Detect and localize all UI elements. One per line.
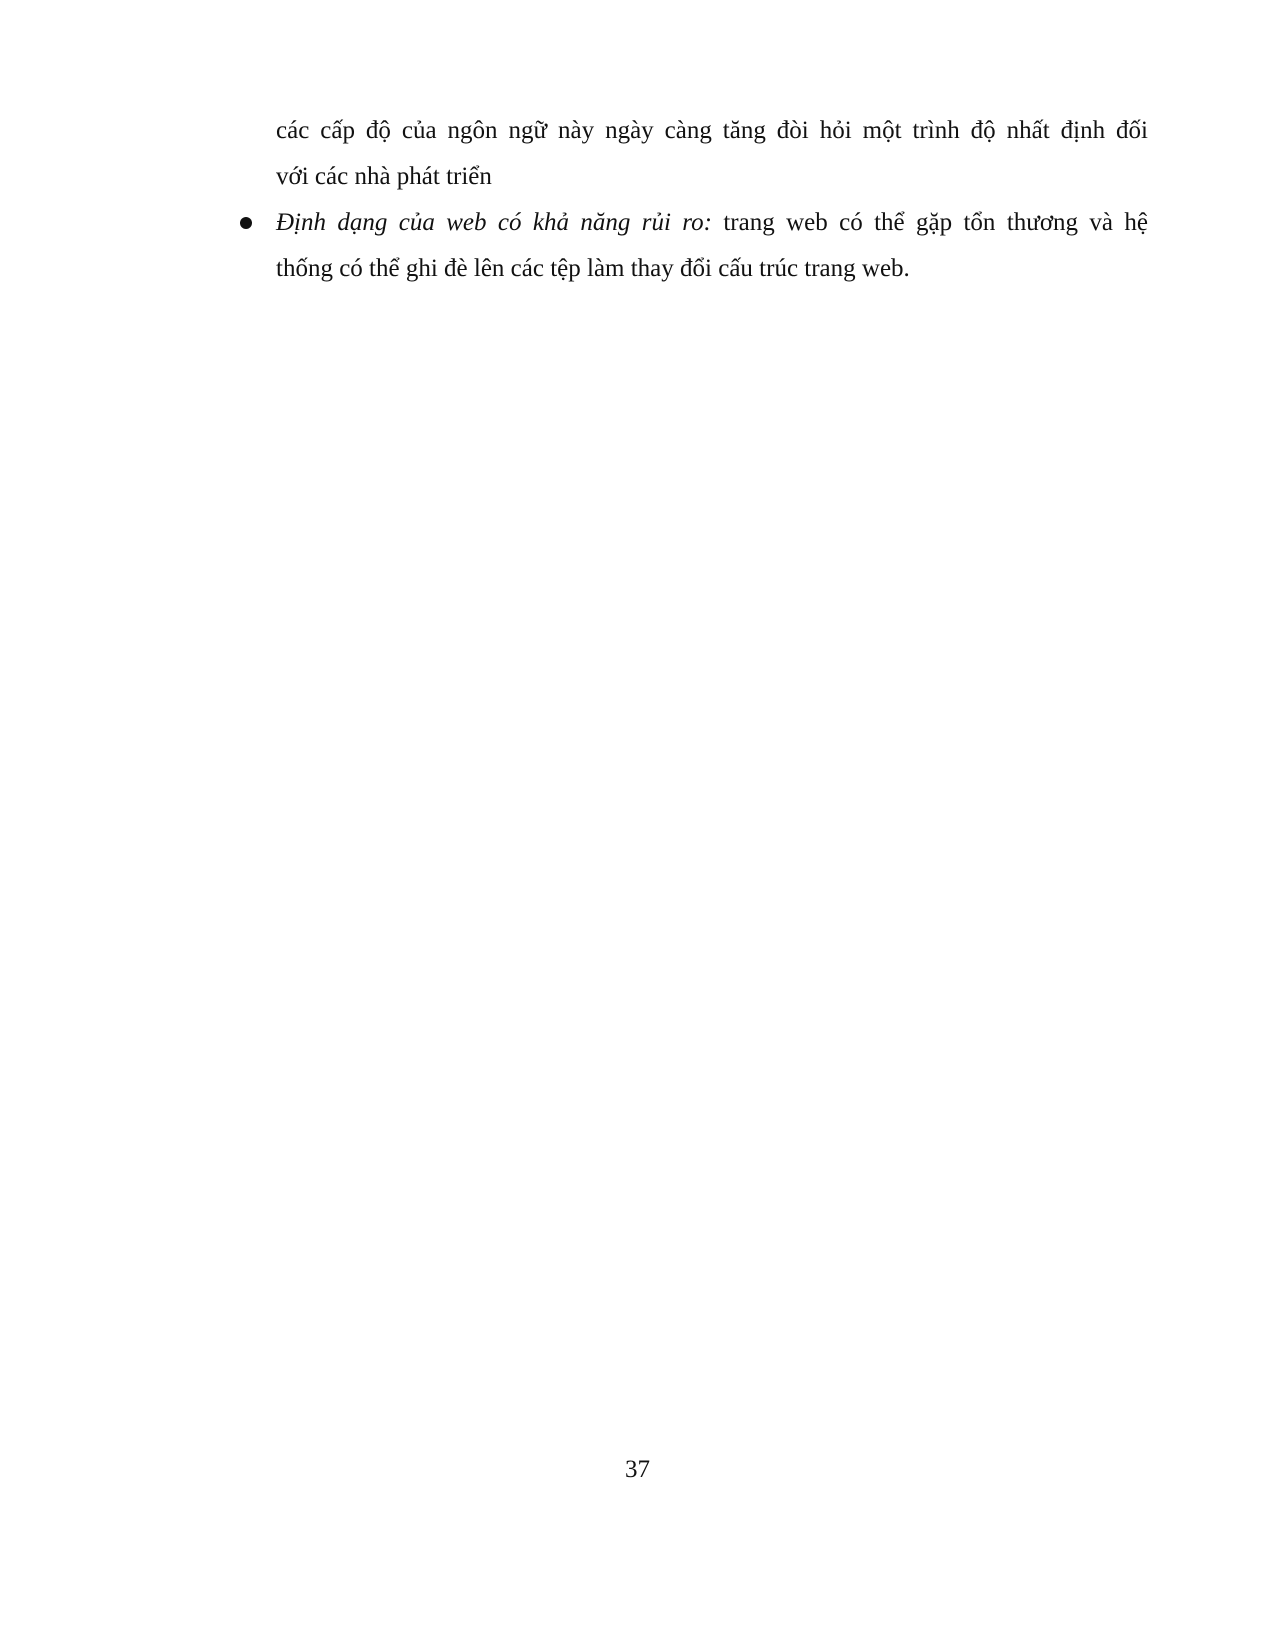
continuation-paragraph <box>276 108 1148 200</box>
bullet-term: Định dạng của web có khả năng rủi ro: <box>276 209 712 236</box>
bullet-text <box>276 200 1148 292</box>
bullet-line: thống có thể ghi đè lên các tệp làm thay đổi cấu trúc trang web. <box>276 255 910 282</box>
bullet-dot-icon <box>240 217 252 229</box>
bullet-line <box>276 200 1148 246</box>
page-number: 37 <box>625 1456 650 1483</box>
paragraph-line: với các nhà phát triển <box>276 163 492 190</box>
bullet-description: trang web có thể gặp tổn thương và hệ <box>711 209 1148 236</box>
paragraph-line: các cấp độ của ngôn ngữ này ngày càng tăng đòi hỏi một trình độ nhất định đối <box>276 117 1148 144</box>
